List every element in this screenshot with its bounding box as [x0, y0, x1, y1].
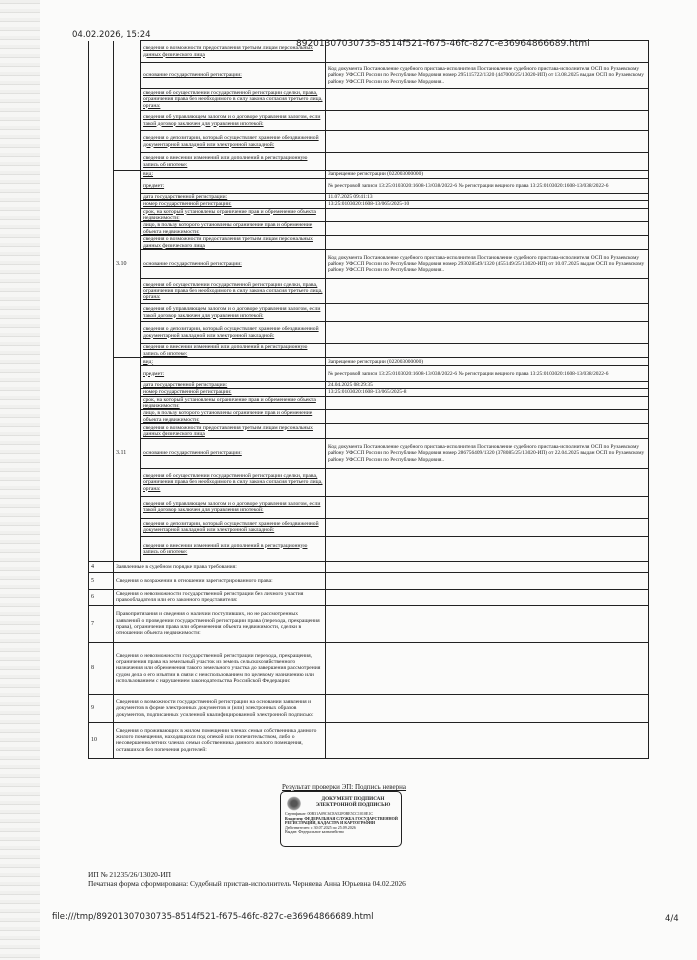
- field-label: номер государственной регистрации:: [141, 201, 326, 208]
- subsection-cell: [114, 111, 141, 131]
- row-number: 5: [89, 572, 114, 589]
- field-value: [326, 722, 649, 758]
- field-label: вид:: [141, 358, 326, 366]
- subsection-number: [114, 279, 141, 304]
- field-value: [326, 561, 649, 572]
- row-number-cell: [89, 171, 114, 179]
- subsection-number: [114, 179, 141, 194]
- field-value: Код документа Постановление судебного пристава-исполнителя Постановление судебного пристава-исполнителя ОСП по Рузаевскому району УФССП России по Республике Мордовия номер 286756409/1320 (378085/25/13020-ИП) от 22.04.2025 выдан ОСП по Рузаевскому району УФССП России по Республике Мордовия..: [326, 438, 649, 468]
- field-label: основание государственной регистрации:: [141, 438, 326, 468]
- subsection-number: [114, 536, 141, 561]
- field-value: [326, 236, 649, 250]
- subsection-number: [114, 322, 141, 344]
- field-value: 11.07.2025 09:41:13: [326, 194, 649, 201]
- table-row: [89, 396, 649, 410]
- table-row: [89, 63, 649, 89]
- table-row: [89, 438, 649, 468]
- field-label: Сведения о возможности государственной регистрации на основании заявления и документов в форме электронных документов и (или) электронных образов документов, подписанных усиленной квалифицированной электронной подписью:: [114, 694, 326, 722]
- table-row: [89, 208, 649, 222]
- subsection-number: [114, 423, 141, 438]
- row-number-cell: [89, 208, 114, 222]
- field-label: сведения о внесении изменений или дополнений в регистрационную запись об ипотеке:: [141, 153, 326, 171]
- table-row: [89, 41, 649, 63]
- table-row: [89, 642, 649, 694]
- table-row: [89, 722, 649, 758]
- field-label: вид:: [141, 171, 326, 179]
- row-number: 7: [89, 605, 114, 642]
- field-value: № реестровой записи 13:25:0103020:1608-13/038/2022-6 № регистрации вещного права 13:25:0103020:1608-13/038/2022-6: [326, 366, 649, 382]
- printed-by: Печатная форма сформирована: Судебный пристав-исполнитель Черняева Анна Юрьевна 04.02.2026: [88, 879, 406, 888]
- field-value: [326, 153, 649, 171]
- field-label: Сведения о проживающих в жилом помещении членах семьи собственника данного жилого помещения, находящихся под опекой или попечительством, либо о несовершеннолетних членах семьи собственника данного жилого помещения, оставшихся без попечения родителей:: [114, 722, 326, 758]
- page-number: 4/4: [665, 914, 679, 924]
- e-signature-stamp: [280, 791, 402, 847]
- field-value: [326, 496, 649, 518]
- row-number-cell: [89, 423, 114, 438]
- table-row: [89, 131, 649, 153]
- row-number-cell: [89, 153, 114, 171]
- field-value: 13:25:0103020:1608-13/065/2025-8: [326, 389, 649, 396]
- field-label: сведения о возможности предоставления третьим лицам персональных данных физического лица: [141, 423, 326, 438]
- subsection-number: [114, 236, 141, 250]
- table-row: [89, 322, 649, 344]
- field-value: [326, 89, 649, 111]
- field-label: срок, на который установлены ограничение прав и обременение объекта недвижимости:: [141, 208, 326, 222]
- case-number: ИП № 21235/26/13020-ИП: [88, 870, 172, 879]
- table-row: [89, 222, 649, 236]
- field-label: сведения об осуществлении государственной регистрации сделки, права, ограничения права без необходимого в силу закона согласия третьего лица, органа:: [141, 89, 326, 111]
- page-url: file:///tmp/89201307030735-8514f521-f675-46fc-827c-e36964866689.html: [52, 912, 374, 922]
- row-number-cell: [89, 389, 114, 396]
- row-number-cell: [89, 279, 114, 304]
- table-row: [89, 496, 649, 518]
- row-number-cell: [89, 536, 114, 561]
- field-value: [326, 344, 649, 358]
- field-label: сведения об управляющем залогом и о договоре управления залогом, если такой договор заключен для управления ипотекой:: [141, 111, 326, 131]
- subsection-number: [114, 366, 141, 382]
- field-value: № реестровой записи 13:25:0103020:1608-13/038/2022-6 № регистрации вещного права 13:25:0103020:1608-13/038/2022-6: [326, 179, 649, 194]
- table-row: [89, 518, 649, 536]
- coat-of-arms-icon: [287, 796, 301, 811]
- table-row: [89, 344, 649, 358]
- field-label: Заявленные в судебном порядке права требования:: [114, 561, 326, 572]
- field-value: Код документа Постановление судебного пристава-исполнителя Постановление судебного пристава-исполнителя ОСП по Рузаевскому району УФССП России по Республике Мордовия номер 293028549/1320 (455149/25/13020-ИП) от 10.07.2025 выдан ОСП по Рузаевскому району УФССП России по Республике Мордовия..: [326, 250, 649, 279]
- row-number-cell: [89, 250, 114, 279]
- table-row: [89, 153, 649, 171]
- field-value: [326, 642, 649, 694]
- row-number-cell: [89, 344, 114, 358]
- field-value: 24.04.2025 08:29:35: [326, 382, 649, 389]
- field-value: [326, 468, 649, 496]
- subsection-number: [114, 496, 141, 518]
- row-number-cell: [89, 438, 114, 468]
- scan-edge: [0, 0, 40, 960]
- table-row: [89, 111, 649, 131]
- table-row: [89, 250, 649, 279]
- row-number-cell: [89, 496, 114, 518]
- subsection-number: [114, 344, 141, 358]
- row-number-cell: [89, 111, 114, 131]
- subsection-cell: [114, 89, 141, 111]
- print-datetime: 04.02.2026, 15:24: [72, 30, 151, 40]
- field-label: лицо, в пользу которого установлены ограничение прав и обременение объекта недвижимости:: [141, 222, 326, 236]
- field-value: [326, 41, 649, 63]
- table-row: [89, 468, 649, 496]
- subsection-cell: [114, 131, 141, 153]
- table-row: [89, 179, 649, 194]
- subsection-number: [114, 208, 141, 222]
- field-value: [326, 572, 649, 589]
- field-label: основание государственной регистрации:: [141, 63, 326, 89]
- field-value: Код документа Постановление судебного пристава-исполнителя Постановление судебного пристава-исполнителя ОСП по Рузаевскому району УФССП России по Республике Мордовия номер 295115722/1320 (447000/25/13020-ИП) от 13.08.2025 выдан ОСП по Рузаевскому району УФССП России по Республике Мордовия..: [326, 63, 649, 89]
- field-value: [326, 111, 649, 131]
- row-number-cell: [89, 468, 114, 496]
- field-label: сведения о внесении изменений или дополнений в регистрационную запись об ипотеке:: [141, 536, 326, 561]
- stamp-title: ДОКУМЕНТ ПОДПИСАН ЭЛЕКТРОННОЙ ПОДПИСЬЮ: [315, 796, 391, 808]
- table-row: [89, 366, 649, 382]
- row-number-cell: [89, 366, 114, 382]
- subsection-number: [114, 194, 141, 201]
- field-value: [326, 589, 649, 605]
- field-value: [326, 694, 649, 722]
- table-row: [89, 171, 649, 179]
- field-value: [326, 518, 649, 536]
- field-label: сведения об управляющем залогом и о договоре управления залогом, если такой договор заключен для управления ипотекой:: [141, 304, 326, 322]
- row-number-cell: [89, 179, 114, 194]
- stamp-validity: Действителен: с 30.07.2025 по 25.09.2026: [285, 824, 356, 830]
- subsection-number: [114, 396, 141, 410]
- subsection-number: [114, 389, 141, 396]
- table-row: [89, 194, 649, 201]
- row-number-cell: [89, 304, 114, 322]
- subsection-number: [114, 304, 141, 322]
- field-label: сведения о возможности предоставления третьим лицам персональных данных физического лица: [141, 236, 326, 250]
- field-value: [326, 322, 649, 344]
- table-row: [89, 304, 649, 322]
- field-value: [326, 131, 649, 153]
- field-value: [326, 423, 649, 438]
- field-value: 13:25:0103020:1608-13/065/2025-10: [326, 201, 649, 208]
- subsection-number: [114, 410, 141, 424]
- field-label: Правопритязания и сведения о наличии поступивших, но не рассмотренных заявлений о проведении государственной регистрации права (перехода, прекращения права), ограничения права или обременения объекта недвижимости, сделки в отношении объекта недвижимости:: [114, 605, 326, 642]
- field-label: предмет:: [141, 366, 326, 382]
- subsection-number: [114, 358, 141, 366]
- row-number: 4: [89, 561, 114, 572]
- field-label: сведения о депозитарии, который осуществляет хранение обездвиженной документарной закладной или электронной закладной:: [141, 131, 326, 153]
- subsection-number: [114, 382, 141, 389]
- signature-check-result: Результат проверки ЭП: Подпись неверна: [282, 783, 407, 791]
- table-row: [89, 694, 649, 722]
- subsection-cell: [114, 63, 141, 89]
- row-number-cell: [89, 518, 114, 536]
- field-value: [326, 605, 649, 642]
- field-value: [326, 208, 649, 222]
- table-row: [89, 358, 649, 366]
- egrn-record-table: [88, 40, 649, 759]
- table-row: [89, 89, 649, 111]
- subsection-number: [114, 518, 141, 536]
- table-row: [89, 561, 649, 572]
- field-label: Сведения о возражении в отношении зарегистрированного права:: [114, 572, 326, 589]
- field-value: [326, 304, 649, 322]
- field-label: сведения о депозитарии, который осуществляет хранение обездвиженной документарной закладной или электронной закладной:: [141, 322, 326, 344]
- stamp-certificate: Сертификат: 00B31A09C6C8A52F0BE5CC1010E1C: [285, 811, 374, 816]
- field-value: Запрещение регистрации (022003000000): [326, 171, 649, 179]
- table-row: [89, 589, 649, 605]
- field-value: Запрещение регистрации (022003000000): [326, 358, 649, 366]
- table-row: [89, 423, 649, 438]
- field-label: номер государственной регистрации:: [141, 389, 326, 396]
- row-number-cell: [89, 131, 114, 153]
- row-number-cell: [89, 89, 114, 111]
- row-number-cell: [89, 63, 114, 89]
- table-row: [89, 536, 649, 561]
- field-label: срок, на который установлены ограничение прав и обременение объекта недвижимости:: [141, 396, 326, 410]
- field-label: сведения о депозитарии, который осуществляет хранение обездвиженной документарной закладной или электронной закладной:: [141, 518, 326, 536]
- row-number-cell: [89, 410, 114, 424]
- field-label: основание государственной регистрации:: [141, 250, 326, 279]
- row-number-cell: [89, 396, 114, 410]
- table-row: [89, 605, 649, 642]
- row-number-cell: [89, 382, 114, 389]
- stamp-owner: Владелец: ФЕДЕРАЛЬНАЯ СЛУЖБА ГОСУДАРСТВЕННОЙ РЕГИСТРАЦИИ, КАДАСТРА И КАРТОГРАФИИ: [285, 815, 398, 826]
- row-number-cell: [89, 322, 114, 344]
- field-label: предмет:: [141, 179, 326, 194]
- row-number: 9: [89, 694, 114, 722]
- subsection-number: [114, 468, 141, 496]
- field-label: сведения о возможности предоставления третьим лицам персональных данных физического лица: [141, 41, 326, 63]
- row-number-cell: [89, 222, 114, 236]
- subsection-number: [114, 171, 141, 179]
- subsection-number: 3.10: [114, 250, 141, 279]
- subsection-number: [114, 201, 141, 208]
- table-row: [89, 572, 649, 589]
- table-row: [89, 382, 649, 389]
- row-number-cell: [89, 194, 114, 201]
- row-number-cell: [89, 201, 114, 208]
- subsection-number: [114, 222, 141, 236]
- stamp-issuer: Выдан: Федеральное казначейство: [285, 829, 345, 835]
- row-number-cell: [89, 41, 114, 63]
- field-value: [326, 396, 649, 410]
- table-row: [89, 201, 649, 208]
- subsection-number: 3.11: [114, 438, 141, 468]
- row-number-cell: [89, 236, 114, 250]
- print-filename: 89201307030735-8514f521-f675-46fc-827c-e36964866689.html: [296, 39, 590, 49]
- subsection-cell: [114, 41, 141, 63]
- table-row: [89, 389, 649, 396]
- field-label: Сведения о невозможности государственной регистрации перехода, прекращения, ограничения права на земельный участок из земель сельскохозяйственного назначения или обременения такого земельного участка до завершения рассмотрения судом дела о его изъятии в связи с неиспользованием по целевому назначению или использованием с нарушением законодательства Российской Федерации:: [114, 642, 326, 694]
- field-label: дата государственной регистрации:: [141, 194, 326, 201]
- row-number-cell: [89, 358, 114, 366]
- field-label: сведения об осуществлении государственной регистрации сделки, права, ограничения права без необходимого в силу закона согласия третьего лица, органа:: [141, 468, 326, 496]
- field-value: [326, 536, 649, 561]
- table-row: [89, 410, 649, 424]
- table-row: [89, 236, 649, 250]
- subsection-cell: [114, 153, 141, 171]
- field-value: [326, 410, 649, 424]
- field-value: [326, 279, 649, 304]
- row-number: 8: [89, 642, 114, 694]
- field-value: [326, 222, 649, 236]
- field-label: лицо, в пользу которого установлены ограничение прав и обременение объекта недвижимости:: [141, 410, 326, 424]
- field-label: сведения об управляющем залогом и о договоре управления залогом, если такой договор заключен для управления ипотекой:: [141, 496, 326, 518]
- field-label: дата государственной регистрации:: [141, 382, 326, 389]
- row-number: 10: [89, 722, 114, 758]
- field-label: Сведения о невозможности государственной регистрации без личного участия правообладателя или его законного представителя:: [114, 589, 326, 605]
- field-label: сведения о внесении изменений или дополнений в регистрационную запись об ипотеке:: [141, 344, 326, 358]
- table-row: [89, 279, 649, 304]
- row-number: 6: [89, 589, 114, 605]
- field-label: сведения об осуществлении государственной регистрации сделки, права, ограничения права без необходимого в силу закона согласия третьего лица, органа:: [141, 279, 326, 304]
